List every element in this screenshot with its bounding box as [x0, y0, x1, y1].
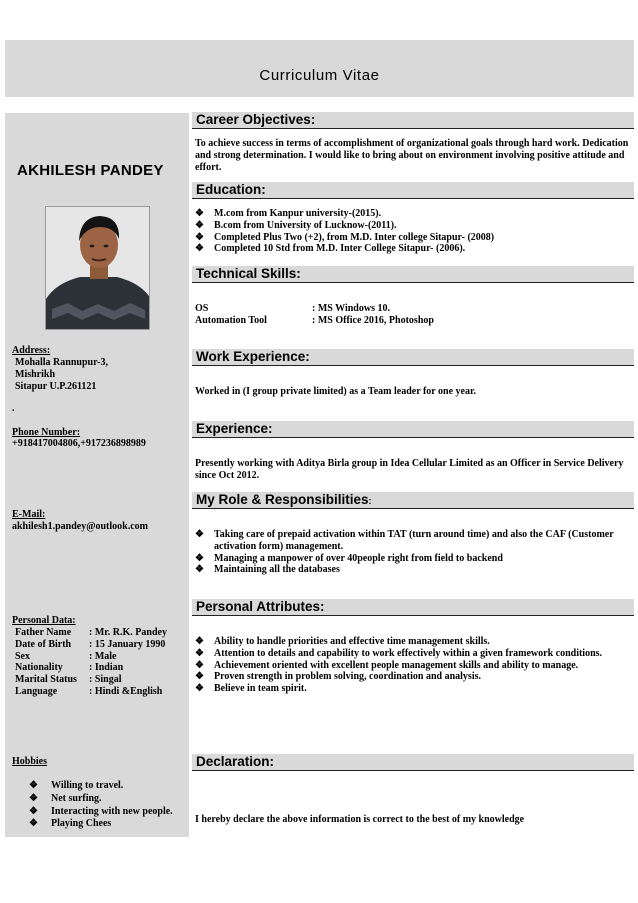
work-experience-heading: Work Experience:	[192, 349, 634, 366]
role-item-text: Managing a manpower of over 40people right from field to backend	[214, 552, 503, 564]
technical-skills-table	[195, 303, 629, 327]
work-experience-text: Worked in (I group private limited) as a Team leader for one year.	[195, 386, 477, 397]
role-heading	[192, 492, 634, 509]
diamond-bullet-icon: ❖	[195, 647, 204, 659]
address-line: Mishrikh	[15, 369, 56, 380]
attribute-item-text: Attention to details and capability to work effectively within a given framework conditions.	[214, 647, 603, 659]
hobby-text: Interacting with new people.	[51, 805, 173, 817]
skill-row	[195, 315, 629, 327]
address-label: Address:	[12, 345, 51, 356]
list-item	[195, 243, 629, 255]
phone-label: Phone Number:	[12, 427, 81, 438]
sidebar	[5, 113, 189, 837]
declaration-text: I hereby declare the above information is correct to the best of my knowledge	[195, 814, 525, 825]
list-item	[195, 636, 629, 648]
skill-key: OS	[195, 303, 209, 314]
personal-value: : 15 January 1990	[89, 638, 166, 650]
role-item-text: Maintaining all the databases	[214, 564, 340, 576]
stray-dot: .	[12, 403, 15, 414]
diamond-bullet-icon: ❖	[29, 780, 38, 791]
education-item-text: Completed Plus Two (+2), from M.D. Inter college Sitapur- (2008)	[214, 231, 495, 243]
personal-data-table	[15, 627, 167, 698]
header-band	[5, 40, 634, 97]
diamond-bullet-icon: ❖	[29, 792, 38, 804]
skill-value: : MS Office 2016, Photoshop	[312, 314, 434, 326]
personal-key: Date of Birth	[15, 638, 72, 650]
profile-photo	[45, 206, 150, 330]
list-item	[29, 806, 173, 819]
personal-row	[15, 627, 167, 639]
diamond-bullet-icon: ❖	[195, 219, 204, 231]
list-item	[29, 780, 173, 793]
personal-key: Language	[15, 685, 58, 697]
address-block	[15, 357, 108, 393]
role-list	[195, 529, 629, 576]
education-heading: Education:	[192, 182, 634, 199]
career-objectives-heading: Career Objectives:	[192, 112, 634, 129]
personal-row	[15, 639, 167, 651]
skill-key: Automation Tool	[195, 314, 267, 326]
list-item	[195, 671, 629, 683]
diamond-bullet-icon: ❖	[195, 529, 204, 540]
phone-number: +918417004806,+917236898989	[12, 438, 146, 449]
declaration-heading: Declaration:	[192, 754, 634, 771]
page-title: Curriculum Vitae	[259, 67, 380, 84]
diamond-bullet-icon: ❖	[195, 683, 204, 695]
list-item	[195, 564, 629, 576]
hobbies-label: Hobbies	[12, 756, 48, 767]
diamond-bullet-icon: ❖	[195, 671, 204, 683]
skill-value: : MS Windows 10.	[312, 303, 390, 314]
experience-heading: Experience:	[192, 421, 634, 438]
personal-row	[15, 686, 167, 698]
list-item	[195, 208, 629, 220]
candidate-name: AKHILESH PANDEY	[17, 162, 164, 179]
hobby-text: Willing to travel.	[51, 780, 124, 791]
career-objectives-text: To achieve success in terms of accomplishment of organizational goals through hard work. Dedication and strong determination. I would like to bring about on environment involving positive attitude and effort.	[195, 138, 629, 173]
personal-value: : Male	[89, 650, 117, 662]
list-item	[195, 683, 629, 695]
attribute-item-text: Proven strength in problem solving, coordination and analysis.	[214, 671, 481, 683]
personal-key: Sex	[15, 650, 30, 662]
list-item	[195, 660, 629, 672]
address-line: Sitapur U.P.261121	[15, 381, 97, 392]
list-item	[29, 793, 173, 806]
diamond-bullet-icon: ❖	[195, 208, 204, 219]
education-item-text: M.com from Kanpur university-(2015).	[214, 208, 382, 219]
hobbies-list	[29, 780, 173, 831]
attribute-item-text: Achievement oriented with excellent people management skills and ability to manage.	[214, 659, 579, 671]
experience-text: Presently working with Aditya Birla group in Idea Cellular Limited as an Officer in Service Delivery since Oct 2012.	[195, 458, 624, 481]
attributes-list	[195, 636, 629, 695]
personal-row	[15, 662, 167, 674]
diamond-bullet-icon: ❖	[195, 564, 204, 576]
diamond-bullet-icon: ❖	[195, 243, 204, 255]
personal-key: Nationality	[15, 662, 63, 674]
personal-row	[15, 651, 167, 663]
diamond-bullet-icon: ❖	[195, 231, 204, 243]
list-item	[195, 220, 629, 232]
email-label: E-Mail:	[12, 509, 46, 520]
personal-value: : Mr. R.K. Pandey	[89, 627, 167, 638]
list-item	[195, 553, 629, 565]
technical-skills-heading: Technical Skills:	[192, 266, 634, 283]
attribute-item-text: Ability to handle priorities and effective time management skills.	[214, 636, 490, 647]
list-item	[195, 529, 629, 553]
list-item	[195, 232, 629, 244]
list-item	[195, 648, 629, 660]
hobby-text: Playing Chees	[51, 818, 112, 830]
personal-value: : Hindi &English	[89, 685, 163, 697]
personal-data-label: Personal Data:	[12, 615, 76, 626]
hobby-text: Net surfing.	[51, 792, 102, 804]
personal-value: : Singal	[89, 674, 122, 686]
role-heading-text: My Role & Responsibilities	[196, 492, 369, 507]
email-address: akhilesh1.pandey@outlook.com	[12, 521, 148, 532]
education-item-text: B.com from University of Lucknow-(2011).	[214, 219, 397, 231]
diamond-bullet-icon: ❖	[195, 552, 204, 564]
address-line: Mohalla Rannupur-3,	[15, 357, 108, 368]
education-list	[195, 208, 629, 255]
personal-key: Father Name	[15, 627, 72, 638]
education-item-text: Completed 10 Std from M.D. Inter College Sitapur- (2006).	[214, 243, 466, 255]
list-item	[29, 818, 173, 831]
skill-row	[195, 303, 629, 315]
personal-value: : Indian	[89, 662, 124, 674]
diamond-bullet-icon: ❖	[29, 818, 38, 830]
personal-key: Marital Status	[15, 674, 77, 686]
attribute-item-text: Believe in team spirit.	[214, 683, 307, 695]
role-item-text: Taking care of prepaid activation within TAT (turn around time) and also the CAF (Customer activation form) management.	[214, 529, 614, 552]
personal-row	[15, 674, 167, 686]
role-heading-suffix: :	[368, 496, 372, 506]
personal-attributes-heading: Personal Attributes:	[192, 599, 634, 616]
diamond-bullet-icon: ❖	[195, 659, 204, 671]
diamond-bullet-icon: ❖	[29, 805, 38, 817]
diamond-bullet-icon: ❖	[195, 636, 204, 647]
